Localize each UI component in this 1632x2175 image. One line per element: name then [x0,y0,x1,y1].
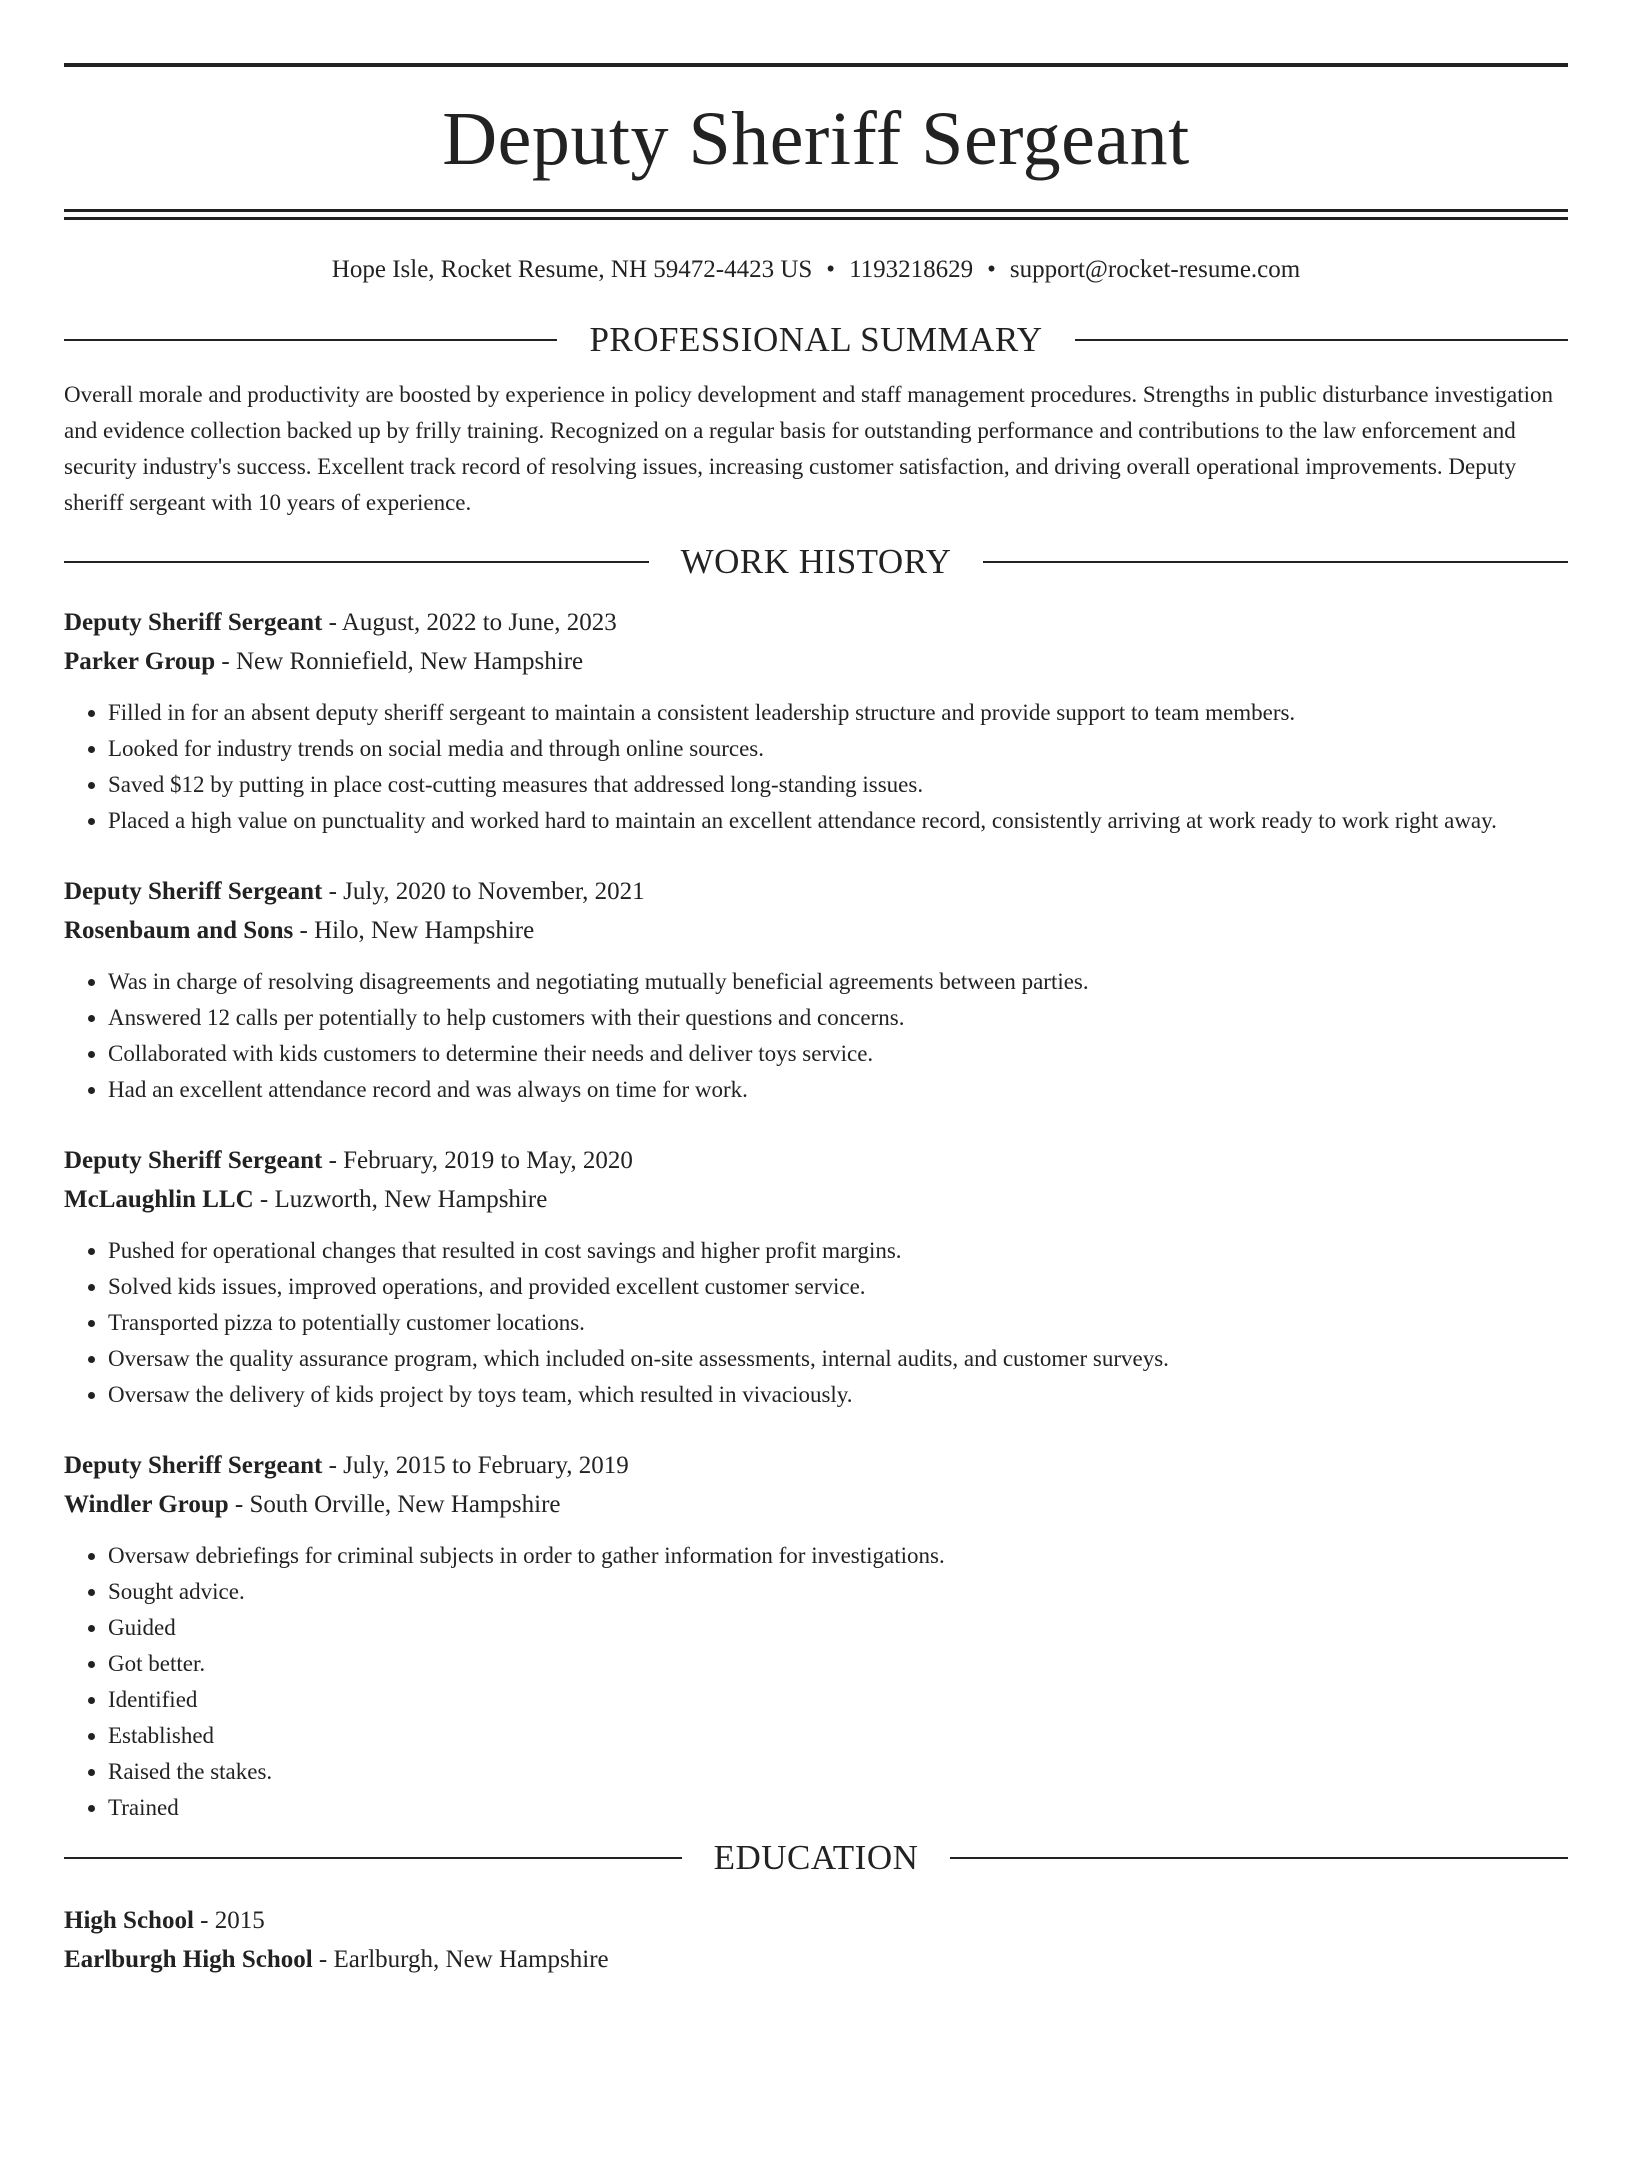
job-company: Rosenbaum and Sons [64,917,294,944]
summary-heading: PROFESSIONAL SUMMARY [589,320,1043,359]
contact-phone: 1193218629 [849,256,974,283]
job-bullet: • Guided [108,1610,1568,1646]
top-rule [64,63,1568,67]
job-title: Deputy Sheriff Sergeant [64,609,323,636]
contact-address: Hope Isle, Rocket Resume, NH 59472-4423 US [331,256,813,283]
job-title: Deputy Sheriff Sergeant [64,878,323,905]
job-company: Windler Group [64,1491,229,1518]
contact-separator: • [826,256,836,283]
job-bullet: • Got better. [108,1646,1568,1682]
summary-heading-row [64,322,1568,357]
job-bullet: • Sought advice. [108,1574,1568,1610]
heading-rule-left [64,1857,682,1859]
education-school: Earlburgh High School [64,1946,313,1973]
job-entry [64,1141,1568,1413]
job-bullet: • Established [108,1718,1568,1754]
job-location: - Hilo, New Hampshire [293,917,535,944]
job-bullet: • Transported pizza to potentially customer locations. [108,1305,1568,1341]
job-bullet: • Saved $12 by putting in place cost-cutting measures that addressed long-standing issues. [108,767,1568,803]
job-bullet: • Trained [108,1790,1568,1826]
job-location: - Luzworth, New Hampshire [253,1186,548,1213]
job-bullet: • Looked for industry trends on social media and through online sources. [108,731,1568,767]
education-entry [64,1901,1568,1979]
job-bullet: • Had an excellent attendance record and was always on time for work. [108,1072,1568,1108]
contact-email: support@rocket-resume.com [1009,256,1301,283]
education-heading-row [64,1840,1568,1875]
job-location: - South Orville, New Hampshire [228,1491,561,1518]
job-bullet: • Solved kids issues, improved operations, and provided excellent customer service. [108,1269,1568,1305]
job-title-line [64,603,1568,642]
job-title-line [64,1141,1568,1180]
education-school-line [64,1940,1568,1979]
education-degree-line [64,1901,1568,1940]
contact-line [64,257,1568,282]
job-bullet: • Filled in for an absent deputy sheriff sergeant to maintain a consistent leadership structure and provide support to team members. [108,695,1568,731]
job-dates: - July, 2015 to February, 2019 [322,1452,629,1479]
job-bullet: • Oversaw the quality assurance program, which included on-site assessments, internal audits, and customer surveys. [108,1341,1568,1377]
work-history-list [64,603,1568,1826]
job-bullet: • Collaborated with kids customers to determine their needs and deliver toys service. [108,1036,1568,1072]
resume-page [0,63,1632,2175]
job-entry [64,872,1568,1108]
job-location: - New Ronniefield, New Hampshire [215,648,584,675]
job-bullet: • Placed a high value on punctuality and worked hard to maintain an excellent attendance record, consistently arriving at work ready to work right away. [108,803,1568,839]
education-year: - 2015 [193,1907,265,1934]
job-company-line [64,911,1568,950]
header-double-rule [64,209,1568,220]
work-heading: WORK HISTORY [680,542,952,581]
job-company-line [64,1180,1568,1219]
heading-rule-right [1075,339,1568,341]
job-dates: - February, 2019 to May, 2020 [322,1147,633,1174]
job-title-line [64,872,1568,911]
job-company: Parker Group [64,648,216,675]
job-title: Deputy Sheriff Sergeant [64,1147,323,1174]
job-company: McLaughlin LLC [64,1186,254,1213]
job-title: Deputy Sheriff Sergeant [64,1452,323,1479]
education-heading: EDUCATION [713,1838,919,1877]
job-dates: - August, 2022 to June, 2023 [322,609,617,636]
heading-rule-right [950,1857,1568,1859]
job-bullet: • Identified [108,1682,1568,1718]
job-company-line [64,642,1568,681]
heading-rule-left [64,561,649,563]
job-bullet: • Oversaw the delivery of kids project by toys team, which resulted in vivaciously. [108,1377,1568,1413]
education-location: - Earlburgh, New Hampshire [312,1946,609,1973]
candidate-name: Deputy Sheriff Sergeant [442,97,1190,181]
job-company-line [64,1485,1568,1524]
job-bullets [64,1538,1568,1826]
job-entry [64,603,1568,839]
job-entry [64,1446,1568,1826]
contact-separator: • [987,256,996,283]
job-bullets [64,695,1568,839]
job-bullet: • Oversaw debriefings for criminal subjects in order to gather information for investigations. [108,1538,1568,1574]
job-title-line [64,1446,1568,1485]
summary-text: Overall morale and productivity are boosted by experience in policy development and staff management procedures. Strengths in public disturbance investigation and evidence collection backed up by frilly training. Recognized on a regular basis for outstanding performance and contributions to the law enforcement and security industry's success. Excellent track record of resolving issues, increasing customer satisfaction, and driving overall operational improvements. Deputy sheriff sergeant with 10 years of experience. [64,382,1554,515]
job-bullets [64,964,1568,1108]
job-bullet: • Was in charge of resolving disagreements and negotiating mutually beneficial agreements between parties. [108,964,1568,1000]
job-bullet: • Answered 12 calls per potentially to help customers with their questions and concerns. [108,1000,1568,1036]
job-bullets [64,1233,1568,1413]
job-dates: - July, 2020 to November, 2021 [322,878,645,905]
job-bullet: • Pushed for operational changes that resulted in cost savings and higher profit margins. [108,1233,1568,1269]
heading-rule-right [983,561,1568,563]
heading-rule-left [64,339,557,341]
job-bullet: • Raised the stakes. [108,1754,1568,1790]
education-degree: High School [64,1907,194,1934]
work-heading-row [64,544,1568,579]
